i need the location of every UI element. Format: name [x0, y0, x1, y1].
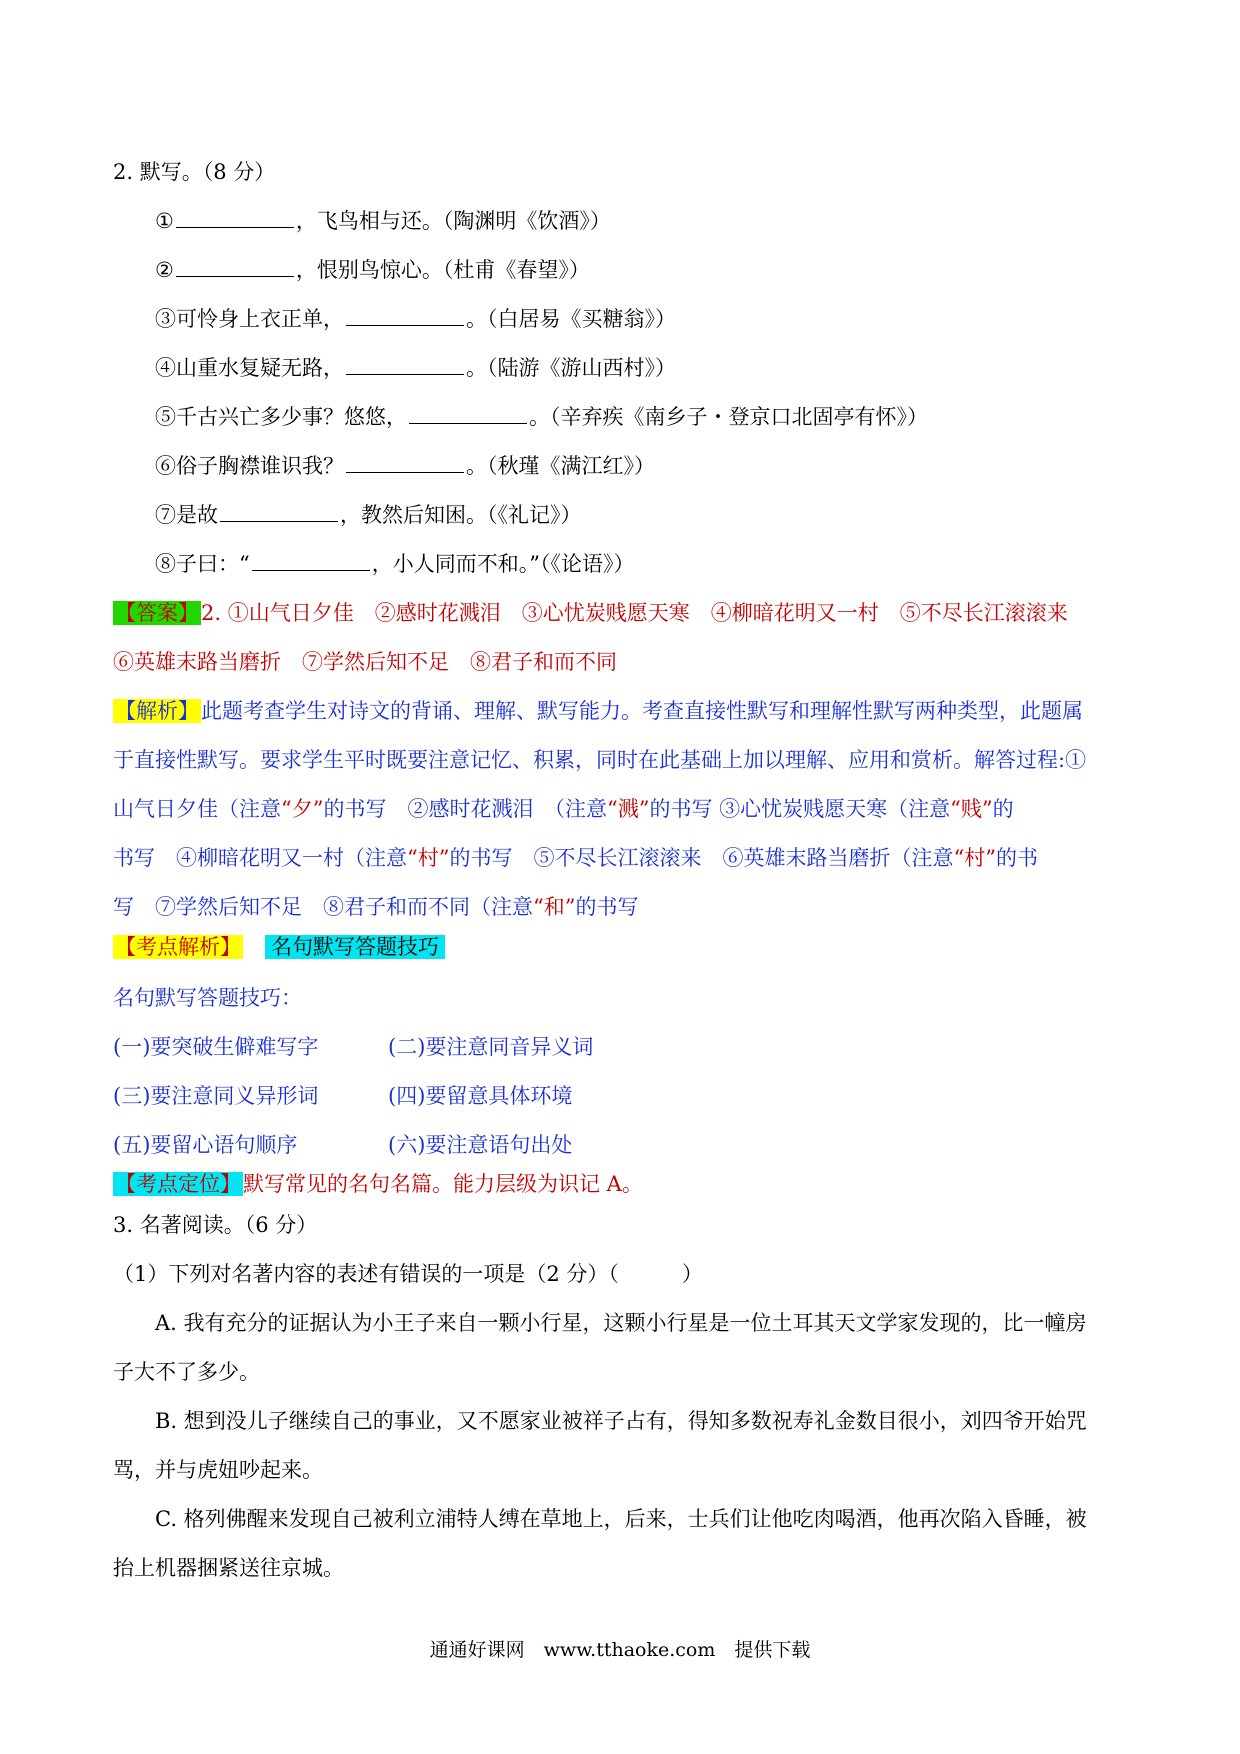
q2-item-5-post: 。（辛弃疾《南乡子・登京口北固亭有怀》）	[529, 405, 928, 429]
q2-item-5	[155, 402, 928, 432]
q2-item-7-pre: ⑦是故	[155, 503, 218, 527]
tip-6: (六)要注意语句出处	[388, 1133, 573, 1157]
q2-item-1-blank	[176, 209, 294, 228]
kaodian-tag: 【考点解析】	[115, 935, 241, 959]
analysis-line-5	[113, 892, 638, 922]
analysis-text-3c: 的书写 ②感时花溅泪 （注意	[323, 797, 607, 821]
q2-item-8-pre: ⑧子曰：“	[155, 552, 250, 576]
q2-item-7-post: ，教然后知困。（《礼记》）	[340, 503, 582, 527]
q3-option-a-line-2: 子大不了多少。	[113, 1360, 260, 1384]
page-footer: 通通好课网 www.tthaoke.com 提供下载	[429, 1639, 811, 1661]
analysis-tag: 【解析】	[115, 699, 199, 723]
q3-option-c-line-1: C. 格列佛醒来发现自己被利立浦特人缚在草地上，后来，士兵们让他吃肉喝酒，他再次陷入昏睡，被	[155, 1507, 1087, 1531]
q2-item-7	[155, 500, 582, 530]
q2-item-8-blank	[252, 552, 370, 571]
answer-line-1	[113, 598, 1068, 628]
analysis-text-4e: 的书	[995, 846, 1038, 870]
analysis-text-3e: 的书写 ③心忧炭贱愿天寒（注意	[649, 797, 951, 821]
tip-5: (五)要留心语句顺序	[113, 1133, 298, 1157]
q3-option-c-line-2: 抬上机器捆紧送往京城。	[113, 1556, 344, 1580]
answer-text-1: 2. ①山气日夕佳 ②感时花溅泪 ③心忧炭贱愿天寒 ④柳暗花明又一村 ⑤不尽长江滚滚来	[201, 601, 1068, 625]
q2-title: 2. 默写。（8 分）	[113, 160, 276, 184]
q2-item-1	[155, 206, 611, 236]
kaodian-intro: 名句默写答题技巧：	[113, 986, 302, 1010]
q2-item-2-blank	[176, 258, 294, 277]
analysis-text-3a: 山气日夕佳（注意	[113, 797, 281, 821]
dingwei-text: 默写常见的名句名篇。能力层级为识记 A。	[243, 1172, 643, 1196]
q2-item-6-pre: ⑥俗子胸襟谁识我？	[155, 454, 344, 478]
analysis-emph-he: “和”	[533, 895, 576, 919]
tip-2: (二)要注意同音异义词	[388, 1035, 594, 1059]
q3-sub1: （1）下列对名著内容的表述有错误的一项是（2 分）（ ）	[113, 1262, 703, 1286]
analysis-emph-cun2: “村”	[953, 846, 996, 870]
answer-line-2: ⑥英雄末路当磨折 ⑦学然后知不足 ⑧君子和而不同	[113, 650, 617, 674]
q2-item-5-pre: ⑤千古兴亡多少事？悠悠，	[155, 405, 407, 429]
q3-title: 3. 名著阅读。（6 分）	[113, 1213, 318, 1237]
kaodian-topic: 名句默写答题技巧	[265, 935, 445, 959]
q2-item-4-post: 。（陆游《游山西村》）	[466, 356, 676, 380]
q2-item-1-post: ，飞鸟相与还。（陶渊明《饮酒》）	[295, 209, 611, 233]
analysis-emph-xi: “夕”	[281, 797, 324, 821]
analysis-line-4	[113, 843, 1038, 873]
q2-item-4	[155, 353, 676, 383]
analysis-text-3g: 的	[992, 797, 1014, 821]
kaodian-header	[113, 932, 445, 962]
q2-item-1-pre: ①	[155, 209, 174, 233]
dingwei-tag: 【考点定位】	[115, 1172, 241, 1196]
analysis-emph-jian2: “贱”	[950, 797, 993, 821]
q3-option-b-line-2: 骂，并与虎妞吵起来。	[113, 1458, 323, 1482]
q2-item-4-pre: ④山重水复疑无路，	[155, 356, 344, 380]
q2-item-6	[155, 451, 655, 481]
analysis-line-1	[113, 696, 1083, 726]
q2-item-8	[155, 549, 635, 579]
q2-item-5-blank	[409, 405, 527, 424]
analysis-text-1: 此题考查学生对诗文的背诵、理解、默写能力。考查直接性默写和理解性默写两种类型，此题属	[201, 699, 1083, 723]
analysis-line-2: 于直接性默写。要求学生平时既要注意记忆、积累，同时在此基础上加以理解、应用和赏析。解答过程:①	[113, 748, 1087, 772]
q2-item-2-post: ，恨别鸟惊心。（杜甫《春望》）	[295, 258, 590, 282]
q2-item-3	[155, 304, 676, 334]
q2-item-7-blank	[220, 503, 338, 522]
analysis-text-4a: 书写 ④柳暗花明又一村（注意	[113, 846, 407, 870]
q2-item-6-post: 。（秋瑾《满江红》）	[466, 454, 655, 478]
q2-item-3-post: 。（白居易《买糖翁》）	[466, 307, 676, 331]
q2-item-6-blank	[346, 454, 464, 473]
analysis-text-5c: 的书写	[575, 895, 639, 919]
q2-item-2-pre: ②	[155, 258, 174, 282]
analysis-emph-jian: “溅”	[606, 797, 650, 821]
answer-tag: 【答案】	[115, 601, 199, 625]
q3-option-a-line-1: A. 我有充分的证据认为小王子来自一颗小行星，这颗小行星是一位土耳其天文学家发现的，比一幢房	[155, 1311, 1087, 1335]
q2-item-3-blank	[346, 307, 464, 326]
analysis-text-4c: 的书写 ⑤不尽长江滚滚来 ⑥英雄末路当磨折（注意	[449, 846, 954, 870]
dingwei-line	[113, 1169, 643, 1199]
q2-item-2	[155, 255, 590, 285]
q3-option-b-line-1: B. 想到没儿子继续自己的事业，又不愿家业被祥子占有，得知多数祝寿礼金数目很小，刘四爷开始咒	[155, 1409, 1087, 1433]
q2-item-8-post: ，小人同而不和。”（《论语》）	[371, 552, 635, 576]
analysis-line-3	[113, 794, 1014, 824]
q2-item-3-pre: ③可怜身上衣正单，	[155, 307, 344, 331]
analysis-text-5a: 写 ⑦学然后知不足 ⑧君子和而不同（注意	[113, 895, 533, 919]
tip-1: (一)要突破生僻难写字	[113, 1035, 319, 1059]
tip-3: (三)要注意同义异形词	[113, 1084, 319, 1108]
q2-item-4-blank	[346, 356, 464, 375]
analysis-emph-cun: “村”	[407, 846, 450, 870]
tip-4: (四)要留意具体环境	[388, 1084, 573, 1108]
